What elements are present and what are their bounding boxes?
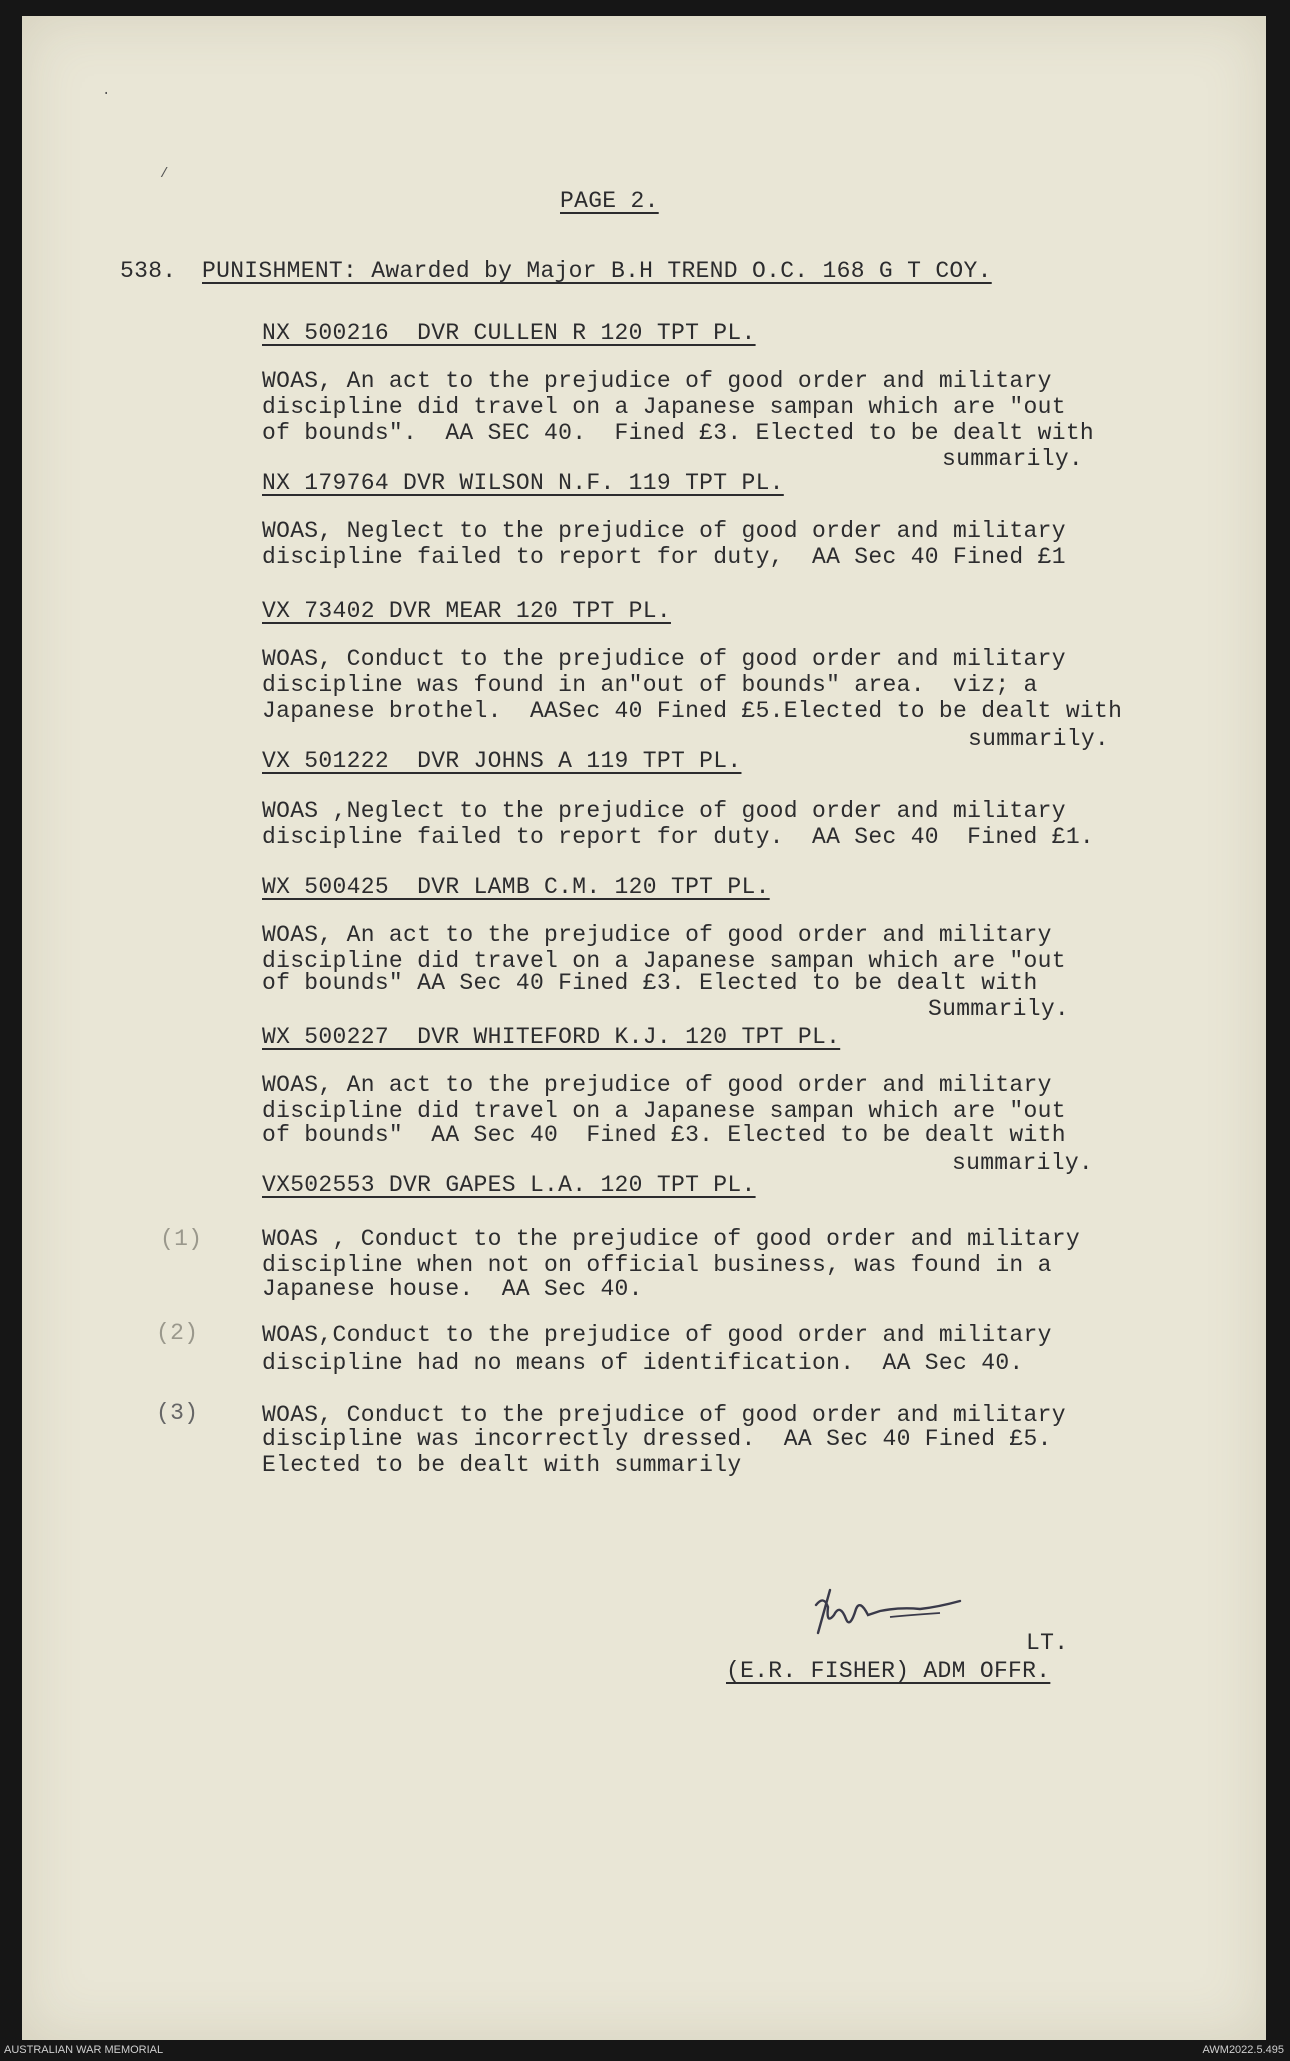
charge-line: of bounds" AA Sec 40 Fined £3. Elected to be dealt with: [262, 1122, 1066, 1148]
footer-accession: AWM2022.5.495: [1202, 2044, 1284, 2056]
charge-line: WOAS, An act to the prejudice of good order and military: [262, 368, 1052, 394]
charge-tail: summarily.: [968, 726, 1110, 752]
charge-tail: summarily.: [942, 446, 1084, 472]
soldier-name: NX 500216 DVR CULLEN R 120 TPT PL.: [262, 320, 756, 346]
punishment-heading: PUNISHMENT: Awarded by Major B.H TREND O.C. 168 G T COY.: [202, 258, 992, 284]
signature-name: (E.R. FISHER) ADM OFFR.: [726, 1658, 1051, 1684]
charge-tail: summarily.: [952, 1150, 1094, 1176]
charge-line: Japanese house. AA Sec 40.: [262, 1276, 643, 1302]
charge-line: WOAS,Conduct to the prejudice of good order and military: [262, 1322, 1052, 1348]
charge-line: discipline failed to report for duty, AA Sec 40 Fined £1: [262, 544, 1066, 570]
charge-line: Japanese brothel. AASec 40 Fined £5.Elected to be dealt with: [262, 698, 1123, 724]
charge-line: discipline when not on official business, was found in a: [262, 1252, 1052, 1278]
charge-number: (3): [156, 1400, 199, 1426]
charge-line: WOAS, Conduct to the prejudice of good order and military: [262, 1402, 1066, 1428]
soldier-name: VX 501222 DVR JOHNS A 119 TPT PL.: [262, 748, 742, 774]
charge-number: (1): [160, 1226, 203, 1252]
paper-mark: /: [160, 166, 169, 182]
charge-line: WOAS, Neglect to the prejudice of good order and military: [262, 518, 1066, 544]
charge-number: (2): [156, 1320, 199, 1346]
charge-line: WOAS ,Neglect to the prejudice of good order and military: [262, 798, 1066, 824]
charge-line: WOAS, An act to the prejudice of good order and military: [262, 922, 1052, 948]
charge-line: discipline was incorrectly dressed. AA Sec 40 Fined £5.: [262, 1426, 1052, 1452]
handwritten-signature: [790, 1585, 1010, 1645]
item-number: 538.: [120, 258, 177, 284]
page-title: PAGE 2.: [560, 188, 659, 214]
charge-line: discipline did travel on a Japanese sampan which are "out: [262, 948, 1066, 974]
footer-source: AUSTRALIAN WAR MEMORIAL: [4, 2044, 164, 2056]
charge-line: WOAS, An act to the prejudice of good order and military: [262, 1072, 1052, 1098]
charge-tail: Summarily.: [928, 996, 1070, 1022]
charge-line: WOAS , Conduct to the prejudice of good order and military: [262, 1226, 1080, 1252]
charge-line: of bounds" AA Sec 40 Fined £3. Elected to be dealt with: [262, 970, 1038, 996]
soldier-name: VX502553 DVR GAPES L.A. 120 TPT PL.: [262, 1172, 756, 1198]
charge-line: discipline was found in an"out of bounds" area. viz; a: [262, 672, 1038, 698]
charge-line: Elected to be dealt with summarily: [262, 1452, 742, 1478]
charge-line: WOAS, Conduct to the prejudice of good order and military: [262, 646, 1066, 672]
charge-line: discipline had no means of identification. AA Sec 40.: [262, 1350, 1024, 1376]
charge-line: discipline did travel on a Japanese sampan which are "out: [262, 394, 1066, 420]
charge-line: of bounds". AA SEC 40. Fined £3. Elected to be dealt with: [262, 420, 1095, 446]
soldier-name: WX 500425 DVR LAMB C.M. 120 TPT PL.: [262, 874, 770, 900]
signature-rank: LT.: [1026, 1630, 1069, 1656]
soldier-name: NX 179764 DVR WILSON N.F. 119 TPT PL.: [262, 470, 784, 496]
paper-mark: ·: [102, 86, 111, 102]
soldier-name: WX 500227 DVR WHITEFORD K.J. 120 TPT PL.: [262, 1024, 841, 1050]
soldier-name: VX 73402 DVR MEAR 120 TPT PL.: [262, 598, 671, 624]
charge-line: discipline failed to report for duty. AA Sec 40 Fined £1.: [262, 824, 1095, 850]
charge-line: discipline did travel on a Japanese sampan which are "out: [262, 1098, 1066, 1124]
